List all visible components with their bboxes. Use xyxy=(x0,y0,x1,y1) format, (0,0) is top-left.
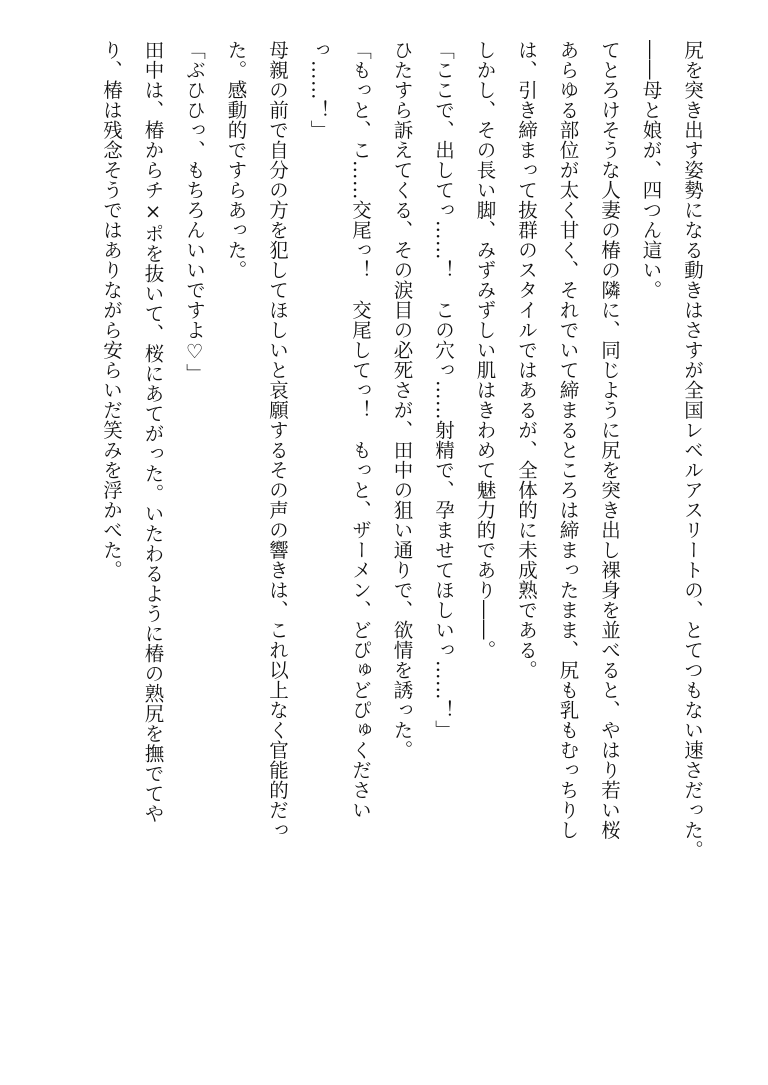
text-line: は、引き締まって抜群のスタイルではあるが、全体的に未成熟である。 xyxy=(515,40,538,680)
text-line: てとろけそうな人妻の椿の隣に、同じように尻を突き出し裸身を並べると、やはり若い桜 xyxy=(598,40,621,840)
text-line: ――母と娘が、四つん這い。 xyxy=(639,40,663,300)
text-line: 尻を突き出す姿勢になる動きはさすが全国レベルアスリートの、とてつもない速さだった。 xyxy=(681,40,704,860)
text-line: 母親の前で自分の方を犯してほしいと哀願するその声の響きは、これ以上なく官能的だっ xyxy=(266,40,289,840)
text-line: た。感動的ですらあった。 xyxy=(224,40,248,280)
text-line: しかし、その長い脚、みずみずしい肌はきわめて魅力的であり――。 xyxy=(473,40,497,660)
text-line: り、椿は残念そうではありながら安らいだ笑みを浮かべた。 xyxy=(100,40,123,580)
text-line: っ……！」 xyxy=(307,40,331,140)
text-line: 「ここで、出してっ……！ この穴っ……射精で、孕ませてほしいっ……！」 xyxy=(432,40,455,740)
text-line: ひたすら訴えてくる、その涙目の必死さが、田中の狙い通りで、欲情を誘った。 xyxy=(390,40,414,760)
vertical-text-body xyxy=(91,40,714,1050)
text-line: 田中は、椿からチ×ポを抜いて、桜にあてがった。いたわるように椿の熟尻を撫でてや xyxy=(141,40,165,824)
text-line: あらゆる部位が太く甘く、それでいて締まるところは締まったまま、尻も乳もむっちりし xyxy=(556,40,580,840)
text-line: 「ぶひひっ、もちろんいいですよ♡」 xyxy=(183,40,206,384)
text-line: 「もっと、こ……交尾っ！ 交尾してっ！ もっと、ザーメン、どぴゅどぴゅください xyxy=(349,40,372,820)
